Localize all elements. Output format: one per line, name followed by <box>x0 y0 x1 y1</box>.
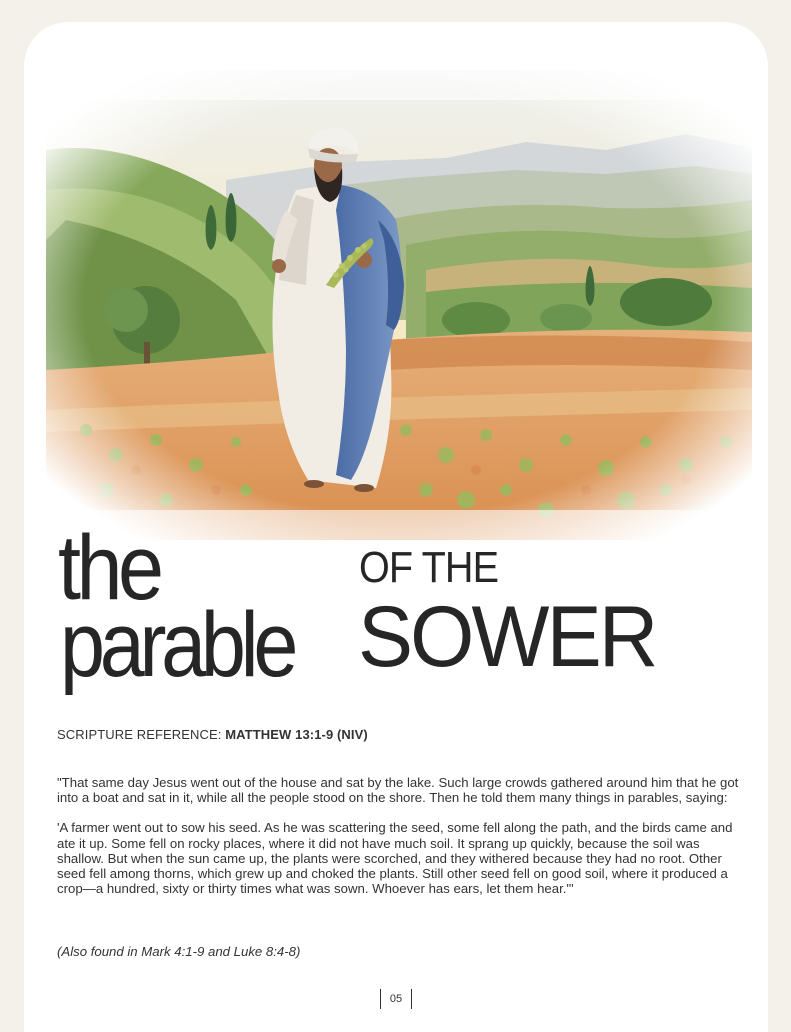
title-word-the: the <box>58 517 160 619</box>
page-card <box>24 22 768 1032</box>
sower-illustration <box>46 70 752 540</box>
scripture-citation: MATTHEW 13:1-9 (NIV) <box>225 727 368 742</box>
title-word-of-the: OF THE <box>359 543 499 592</box>
title-word-parable: parable <box>60 594 294 696</box>
scripture-passage <box>57 775 747 896</box>
page-number: 05 <box>380 989 412 1009</box>
passage-paragraph-1: "That same day Jesus went out of the house and sat by the lake. Such large crowds gathered around him that he got into a boat and sat in it, while all the people stood on the shore. Then he told them many things in parables, saying: <box>57 775 739 806</box>
passage-paragraph-2: 'A farmer went out to sow his seed. As he was scattering the seed, some fell along the path, and the birds came and ate it up. Some fell on rocky places, where it did not have much soil. It sprang up quickly, because the soil was shallow. But when the sun came up, the plants were scorched, and they withered because they had no root. Other seed fell among thorns, which grew up and choked the plants. Still other seed fell on good soil, where it produced a crop—a hundred, sixty or thirty times what was sown. Whoever has ears, let them hear.'" <box>57 820 733 897</box>
title-word-sower: SOWER <box>358 589 656 685</box>
scripture-reference <box>57 727 368 742</box>
cross-reference-note: (Also found in Mark 4:1-9 and Luke 8:4-8) <box>57 944 301 959</box>
scripture-label: SCRIPTURE REFERENCE: <box>57 727 226 742</box>
